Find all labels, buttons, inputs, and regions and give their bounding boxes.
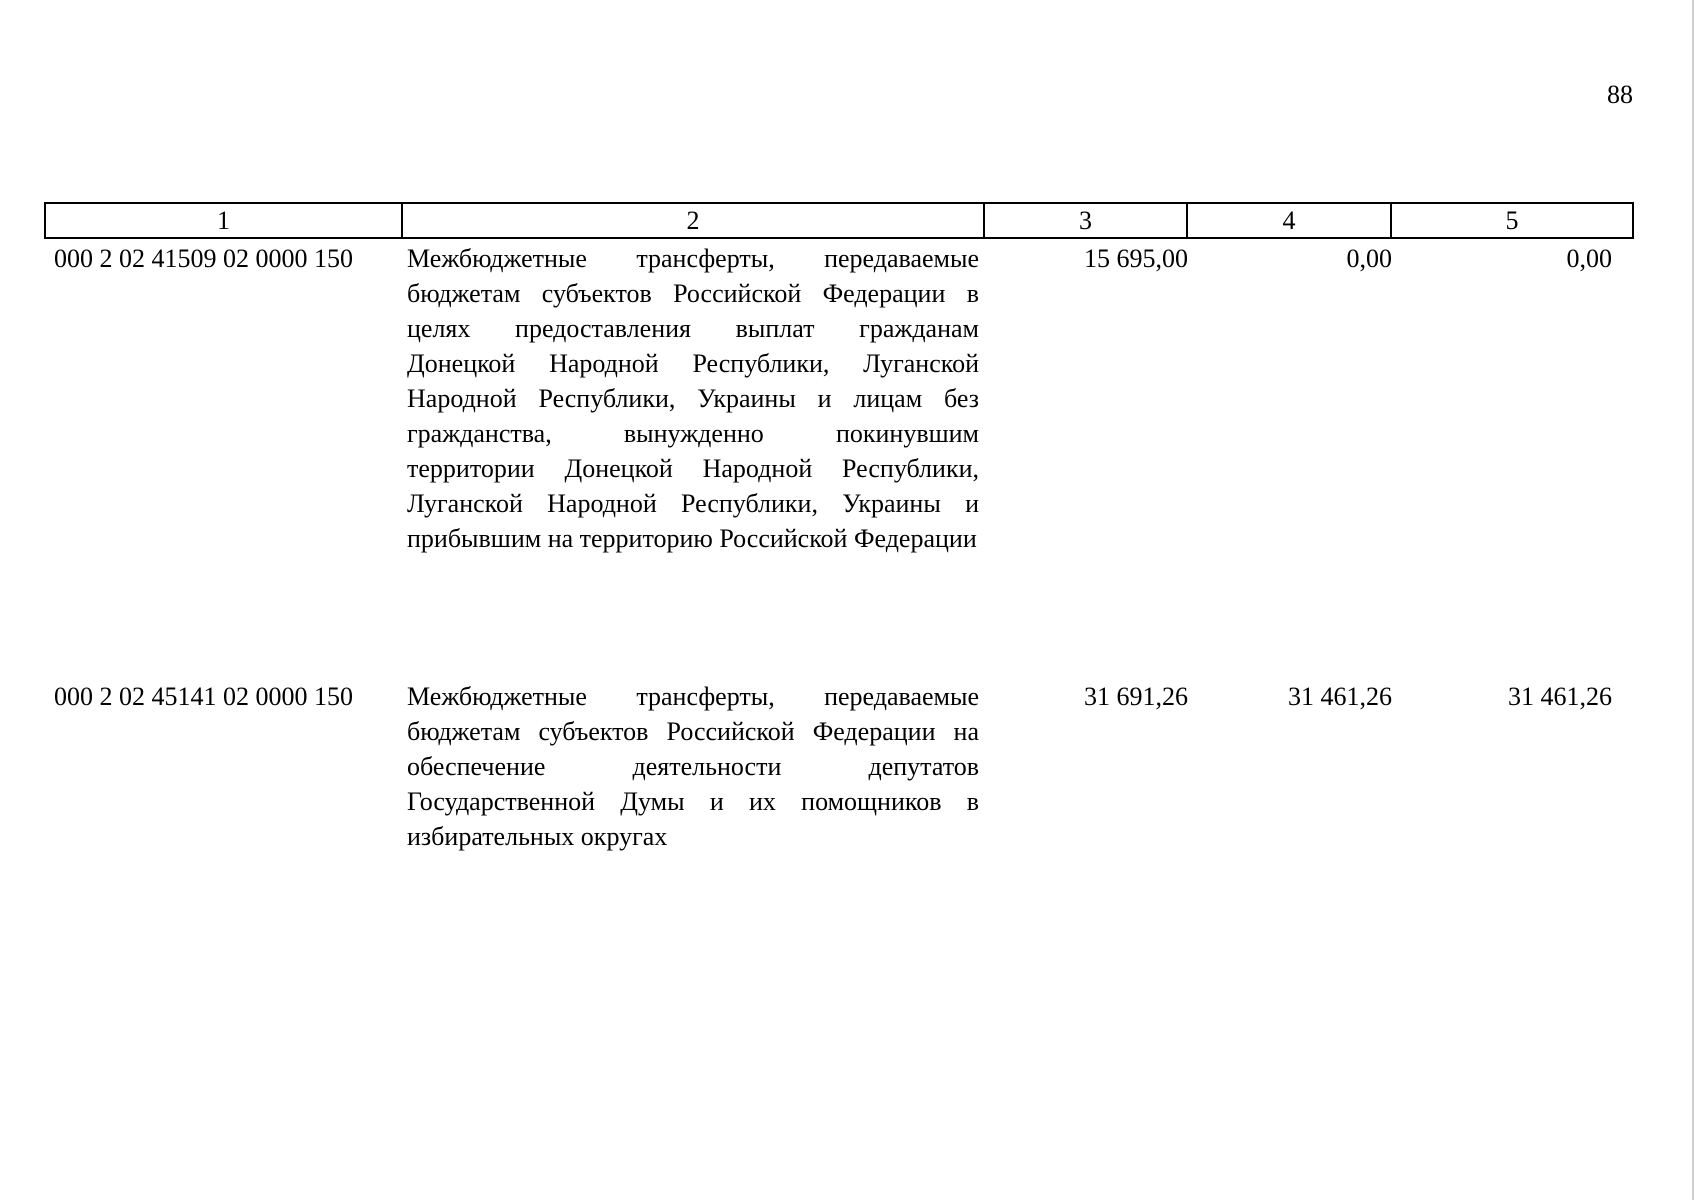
budget-code: 000 2 02 45141 02 0000 150	[54, 682, 353, 711]
budget-item-description: Межбюджетные трансферты, передаваемые бюджетам субъектов Российской Федерации в целях предоставления выплат гражданам Донецкой Народной Республики, Луганской Народной Республики, Украины и лицам без гражданства, вынужденно покинувшим территории Донецкой Народной Республики, Луганской Народной Республики, Украины и прибывшим на территорию Российской Федерации	[407, 244, 979, 553]
table-header-col-2: 2	[403, 204, 985, 237]
table-header-row	[44, 202, 1634, 239]
table-header-col-5: 5	[1505, 206, 1519, 235]
table-header-col-4: 4	[1188, 204, 1392, 237]
page-number: 88	[1607, 80, 1633, 109]
table-header-col-3: 3	[985, 204, 1188, 237]
value-col-3: 15 695,00	[1084, 244, 1188, 273]
budget-code: 000 2 02 41509 02 0000 150	[54, 244, 353, 273]
value-col-5: 0,00	[1566, 244, 1612, 273]
value-col-3: 31 691,26	[1084, 682, 1188, 711]
value-col-4: 31 461,26	[1288, 682, 1392, 711]
value-col-5: 31 461,26	[1508, 682, 1612, 711]
value-col-4: 0,00	[1346, 244, 1392, 273]
table-header-col-1: 1	[46, 204, 403, 237]
budget-item-description: Межбюджетные трансферты, передаваемые бюджетам субъектов Российской Федерации на обеспечение деятельности депутатов Государственной Думы и их помощников в избирательных округах	[407, 682, 979, 851]
